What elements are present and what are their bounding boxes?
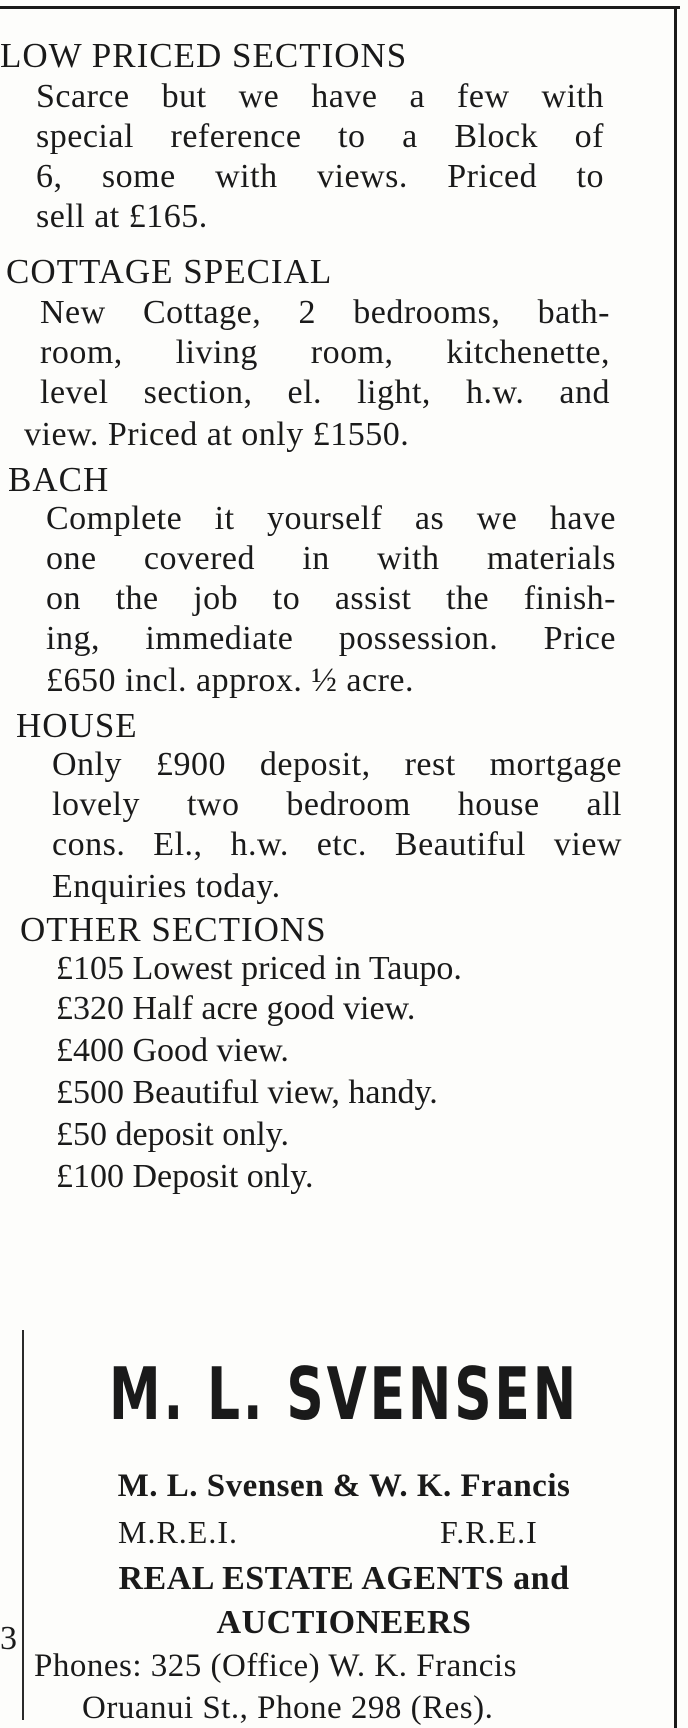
listing-body-line: sell at £165. [36, 198, 208, 235]
agency-name: M. L. SVENSEN [109, 1352, 579, 1436]
price-list-item: £500 Beautiful view, handy. [56, 1074, 438, 1111]
listing-body-line: Complete it yourself as we have [46, 500, 616, 537]
price-list-item: £50 deposit only. [56, 1116, 289, 1153]
listing-body-line: view. Priced at only £1550. [24, 416, 410, 453]
listing-heading-cottage-special: COTTAGE SPECIAL [6, 252, 333, 291]
listing-body-line: New Cottage, 2 bedrooms, bath- [40, 294, 610, 331]
listing-body-line: cons. El., h.w. etc. Beautiful view [52, 826, 622, 863]
listing-body-line: 6, some with views. Priced to [36, 158, 604, 195]
agency-role-line-1: REAL ESTATE AGENTS and [118, 1560, 570, 1597]
listing-heading-low-priced-sections: LOW PRICED SECTIONS [0, 36, 408, 75]
qualification-left: M.R.E.I. [118, 1514, 238, 1550]
listing-body-line: special reference to a Block of [36, 118, 604, 155]
listing-body-line: on the job to assist the finish- [46, 580, 616, 617]
listing-body-line: level section, el. light, h.w. and [40, 374, 610, 411]
qualification-right: F.R.E.I [440, 1514, 538, 1550]
listing-body-line: ing, immediate possession. Price [46, 620, 616, 657]
price-list-item: £105 Lowest priced in Taupo. [56, 950, 462, 987]
top-border-rule [0, 6, 680, 9]
listing-body-line: one covered in with materials [46, 540, 616, 577]
price-list-item: £100 Deposit only. [56, 1158, 314, 1195]
listing-heading-bach: BACH [8, 460, 110, 499]
agency-role-line-2: AUCTIONEERS [216, 1604, 472, 1641]
adjacent-column-fragment: 3 [0, 1620, 17, 1657]
listing-heading-other-sections: OTHER SECTIONS [20, 910, 327, 949]
price-list-item: £400 Good view. [56, 1032, 289, 1069]
listing-body-line: £650 incl. approx. ½ acre. [46, 662, 414, 699]
listing-body-line: lovely two bedroom house all [52, 786, 622, 823]
listing-body-line: room, living room, kitchenette, [40, 334, 610, 371]
listing-heading-house: HOUSE [16, 706, 138, 745]
price-list-item: £320 Half acre good view. [56, 990, 416, 1027]
agency-partners: M. L. Svensen & W. K. Francis [117, 1468, 571, 1504]
agency-phones-line-2: Oruanui St., Phone 298 (Res). [82, 1690, 494, 1726]
listing-body-line: Scarce but we have a few with [36, 78, 604, 115]
left-border-rule [22, 1330, 24, 1720]
listing-body-line: Only £900 deposit, rest mortgage [52, 746, 622, 783]
agency-phones-line-1: Phones: 325 (Office) W. K. Francis [34, 1648, 517, 1684]
listing-body-line: Enquiries today. [52, 868, 281, 905]
